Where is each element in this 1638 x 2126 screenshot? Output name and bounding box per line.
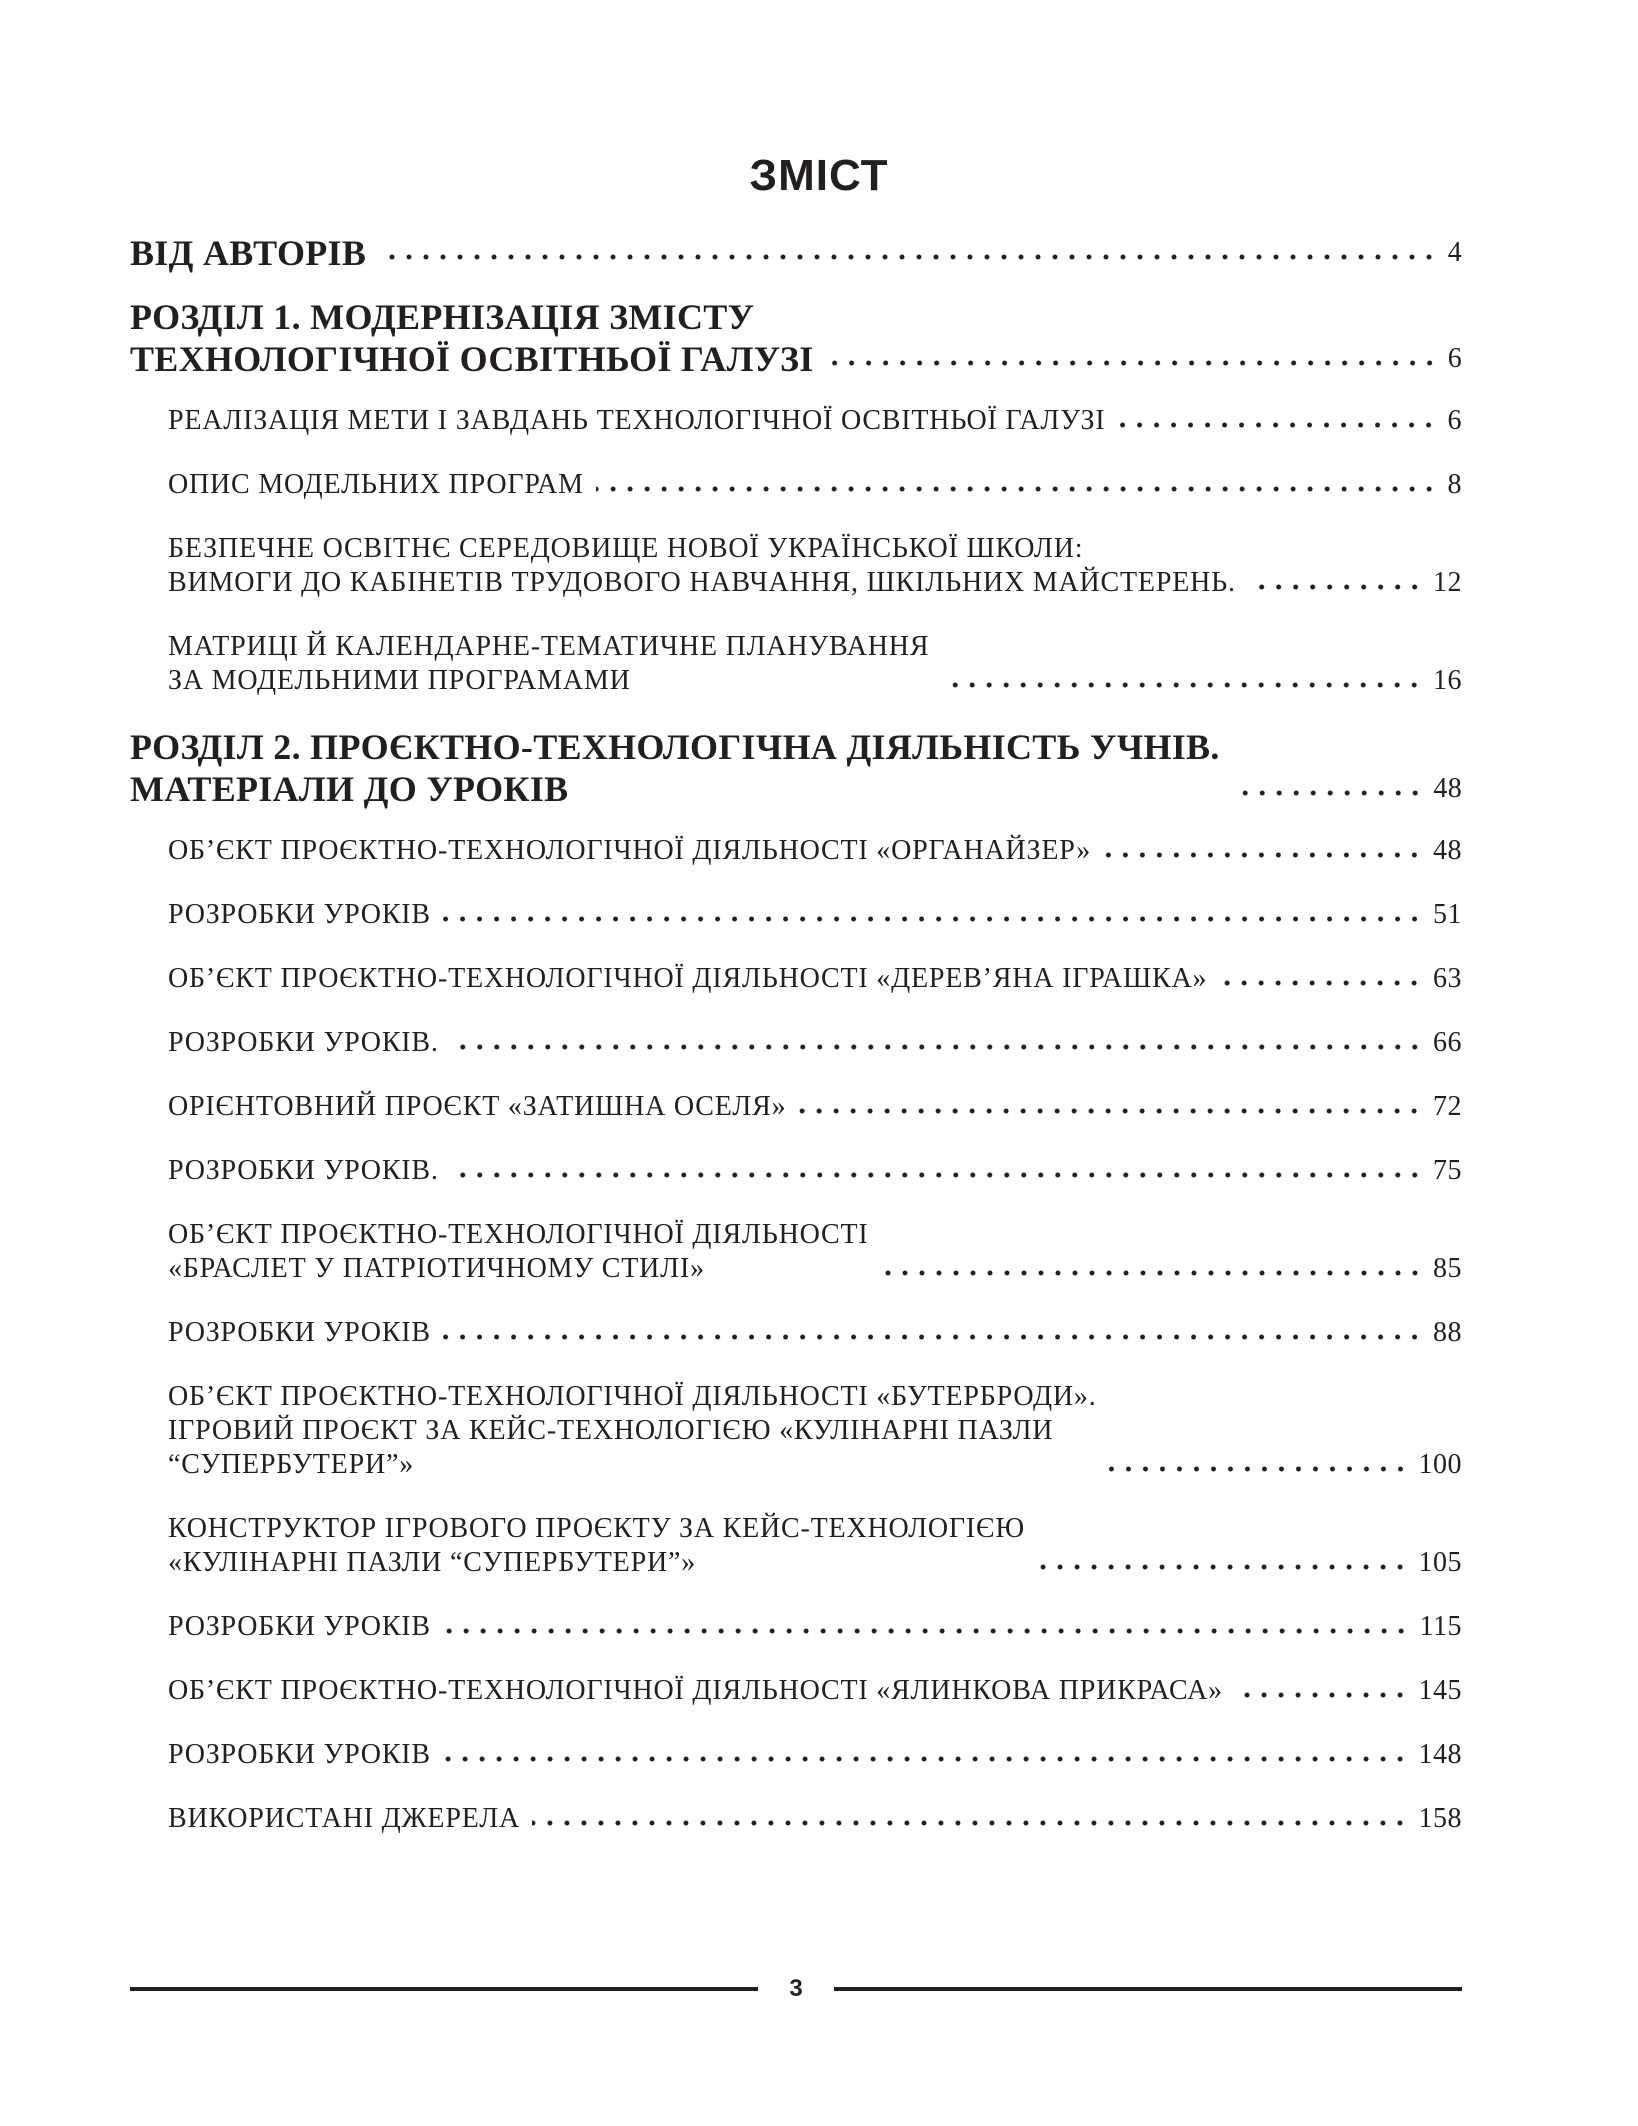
toc-entry-line: ОПИС МОДЕЛЬНИХ ПРОГРАМ <box>168 469 584 500</box>
toc-entry-line: РОЗРОБКИ УРОКІВ <box>168 1611 431 1642</box>
toc-page-number: 105 <box>1418 1547 1462 1578</box>
toc-entry-title <box>168 630 929 698</box>
toc-page-number: 148 <box>1418 1739 1462 1770</box>
toc-entry-line: РОЗРОБКИ УРОКІВ <box>168 1317 431 1348</box>
dot-leader <box>532 1818 1408 1828</box>
toc-entry[interactable] <box>130 1380 1462 1482</box>
toc-entry-line: «КУЛІНАРНІ ПАЗЛИ “СУПЕРБУТЕРИ”» <box>168 1547 697 1578</box>
toc-entry[interactable] <box>130 630 1462 698</box>
toc-page-number: 6 <box>1447 405 1462 436</box>
toc-entry-line: ОБ’ЄКТ ПРОЄКТНО-ТЕХНОЛОГІЧНОЇ ДІЯЛЬНОСТІ «ОРГАНАЙЗЕР» <box>168 835 1092 866</box>
dot-leader <box>881 1268 1424 1278</box>
toc-entry-title <box>168 1154 439 1188</box>
toc-entry-line: БЕЗПЕЧНЕ ОСВІТНЄ СЕРЕДОВИЩЕ НОВОЇ УКРАЇНСЬКОЇ ШКОЛИ: <box>168 533 1084 564</box>
toc-entry-title <box>168 1802 520 1836</box>
toc-entry[interactable] <box>130 468 1462 502</box>
toc-entry-title <box>168 834 1091 868</box>
toc-entry[interactable] <box>130 898 1462 932</box>
toc-entry-line: МАТЕРІАЛИ ДО УРОКІВ <box>130 769 569 809</box>
toc-entry-line: РОЗДІЛ 1. МОДЕРНІЗАЦІЯ ЗМІСТУ <box>130 297 755 337</box>
toc-entry-title <box>168 1512 1025 1580</box>
toc-entry-line: ОРІЄНТОВНИЙ ПРОЄКТ «ЗАТИШНА ОСЕЛЯ» <box>168 1091 787 1122</box>
dot-leader <box>451 1042 1423 1052</box>
toc-page-number: 4 <box>1447 237 1462 268</box>
dot-leader <box>1219 978 1423 988</box>
toc-entry-title <box>168 962 1207 996</box>
toc-entry-line: ОБ’ЄКТ ПРОЄКТНО-ТЕХНОЛОГІЧНОЇ ДІЯЛЬНОСТІ «ДЕРЕВ’ЯНА ІГРАШКА» <box>168 963 1208 994</box>
toc-entry[interactable] <box>130 1738 1462 1772</box>
toc-page-number: 6 <box>1447 343 1462 374</box>
page-number: 3 <box>789 1975 803 2002</box>
dot-leader <box>596 484 1438 494</box>
toc-entry-line: РОЗРОБКИ УРОКІВ. <box>168 1027 439 1058</box>
footer-rule-left <box>130 1987 758 1991</box>
page-title: ЗМІСТ <box>749 151 889 200</box>
toc-page-number: 85 <box>1433 1253 1462 1284</box>
toc-entry-line: КОНСТРУКТОР ІГРОВОГО ПРОЄКТУ ЗА КЕЙС-ТЕХНОЛОГІЄЮ <box>168 1513 1025 1544</box>
dot-leader <box>941 680 1423 690</box>
dot-leader <box>443 914 1423 924</box>
dot-leader <box>1248 582 1423 592</box>
toc-page-number: 88 <box>1433 1317 1462 1348</box>
toc-entry-title <box>168 1026 439 1060</box>
toc-entry-line: ТЕХНОЛОГІЧНОЇ ОСВІТНЬОЇ ГАЛУЗІ <box>130 339 814 379</box>
toc-entry-line: “СУПЕРБУТЕРИ”» <box>168 1449 415 1480</box>
toc-entry-title <box>130 232 366 274</box>
dot-leader <box>1103 850 1423 860</box>
toc-page-number: 8 <box>1447 469 1462 500</box>
toc-entry-title <box>168 1316 431 1350</box>
toc-entry[interactable] <box>130 1154 1462 1188</box>
toc-entry-line: РОЗРОБКИ УРОКІВ. <box>168 1155 439 1186</box>
toc-page-number: 48 <box>1433 773 1462 804</box>
toc-entry[interactable] <box>130 1090 1462 1124</box>
page-footer <box>130 1974 1462 2004</box>
toc-entry-line: ОБ’ЄКТ ПРОЄКТНО-ТЕХНОЛОГІЧНОЇ ДІЯЛЬНОСТІ <box>168 1219 869 1250</box>
toc-entry[interactable] <box>130 1512 1462 1580</box>
toc-page-number: 158 <box>1418 1803 1462 1834</box>
toc-page-number: 115 <box>1419 1611 1462 1642</box>
toc-entry-title <box>130 296 814 380</box>
toc-entry[interactable] <box>130 1802 1462 1836</box>
toc-entry-title <box>168 404 1105 438</box>
toc-entry[interactable] <box>130 962 1462 996</box>
toc-page-number: 48 <box>1433 835 1462 866</box>
toc-entry-title <box>168 1674 1223 1708</box>
toc-page-number: 66 <box>1433 1027 1462 1058</box>
dot-leader <box>1037 1562 1409 1572</box>
toc-entry-line: ВІД АВТОРІВ <box>130 233 367 273</box>
toc-entry-line: ОБ’ЄКТ ПРОЄКТНО-ТЕХНОЛОГІЧНОЇ ДІЯЛЬНОСТІ «БУТЕРБРОДИ». <box>168 1381 1097 1412</box>
toc-entry-line: ІГРОВИЙ ПРОЄКТ ЗА КЕЙС-ТЕХНОЛОГІЄЮ «КУЛІНАРНІ ПАЗЛИ <box>168 1415 1054 1446</box>
toc-entry-line: МАТРИЦІ Й КАЛЕНДАРНЕ-ТЕМАТИЧНЕ ПЛАНУВАННЯ <box>168 631 930 662</box>
dot-leader <box>826 358 1438 368</box>
toc-entry[interactable] <box>130 1026 1462 1060</box>
toc-entry-line: ВИКОРИСТАНІ ДЖЕРЕЛА <box>168 1803 521 1834</box>
dot-leader <box>1117 420 1437 430</box>
toc-entry-line: «БРАСЛЕТ У ПАТРІОТИЧНОМУ СТИЛІ» <box>168 1253 705 1284</box>
toc-entry-title <box>168 1610 431 1644</box>
dot-leader <box>443 1332 1423 1342</box>
toc-entry-title <box>130 726 1220 810</box>
dot-leader <box>1109 1464 1409 1474</box>
dot-leader <box>451 1170 1423 1180</box>
toc-entry-title <box>168 1090 786 1124</box>
toc-entry[interactable] <box>130 1218 1462 1286</box>
toc-entry[interactable] <box>130 834 1462 868</box>
toc-page-number: 51 <box>1433 899 1462 930</box>
toc-page-number: 72 <box>1433 1091 1462 1122</box>
toc-page-number: 145 <box>1418 1675 1462 1706</box>
toc-entry-line: РОЗДІЛ 2. ПРОЄКТНО-ТЕХНОЛОГІЧНА ДІЯЛЬНІСТЬ УЧНІВ. <box>130 727 1220 767</box>
toc-entry-line: РЕАЛІЗАЦІЯ МЕТИ І ЗАВДАНЬ ТЕХНОЛОГІЧНОЇ ОСВІТНЬОЇ ГАЛУЗІ <box>168 405 1106 436</box>
toc-entry[interactable] <box>130 404 1462 438</box>
toc-entry-line: РОЗРОБКИ УРОКІВ <box>168 1739 431 1770</box>
toc-page-number: 12 <box>1433 567 1462 598</box>
footer-rule-right <box>834 1987 1462 1991</box>
toc-entry-title <box>168 1380 1097 1482</box>
dot-leader <box>443 1754 1409 1764</box>
dot-leader <box>443 1626 1410 1636</box>
dot-leader <box>1235 1690 1409 1700</box>
toc-entry-line: РОЗРОБКИ УРОКІВ <box>168 899 431 930</box>
toc-entry[interactable] <box>130 1316 1462 1350</box>
toc-entry-title <box>168 468 584 502</box>
toc-entry-line: ОБ’ЄКТ ПРОЄКТНО-ТЕХНОЛОГІЧНОЇ ДІЯЛЬНОСТІ «ЯЛИНКОВА ПРИКРАСА» <box>168 1675 1223 1706</box>
toc-page-number: 63 <box>1433 963 1462 994</box>
toc-page-number: 75 <box>1433 1155 1462 1186</box>
toc-entry-line: ВИМОГИ ДО КАБІНЕТІВ ТРУДОВОГО НАВЧАННЯ, ШКІЛЬНИХ МАЙСТЕРЕНЬ. <box>168 567 1236 598</box>
dot-leader <box>798 1106 1423 1116</box>
toc-section-entry[interactable] <box>130 232 1462 274</box>
toc-entry[interactable] <box>130 1674 1462 1708</box>
toc-entry[interactable] <box>130 532 1462 600</box>
toc-page-number: 16 <box>1433 665 1462 696</box>
toc-entry-title <box>168 1738 431 1772</box>
toc-section-entry[interactable] <box>130 726 1462 810</box>
toc-entry-title <box>168 898 431 932</box>
toc-entry-title <box>168 532 1236 600</box>
toc-page-number: 100 <box>1418 1449 1462 1480</box>
table-of-contents <box>130 232 1462 1836</box>
toc-section-entry[interactable] <box>130 296 1462 380</box>
toc-entry[interactable] <box>130 1610 1462 1644</box>
toc-entry-line: ЗА МОДЕЛЬНИМИ ПРОГРАМАМИ <box>168 665 631 696</box>
dot-leader <box>378 252 1438 262</box>
toc-entry-title <box>168 1218 869 1286</box>
dot-leader <box>1232 788 1424 798</box>
